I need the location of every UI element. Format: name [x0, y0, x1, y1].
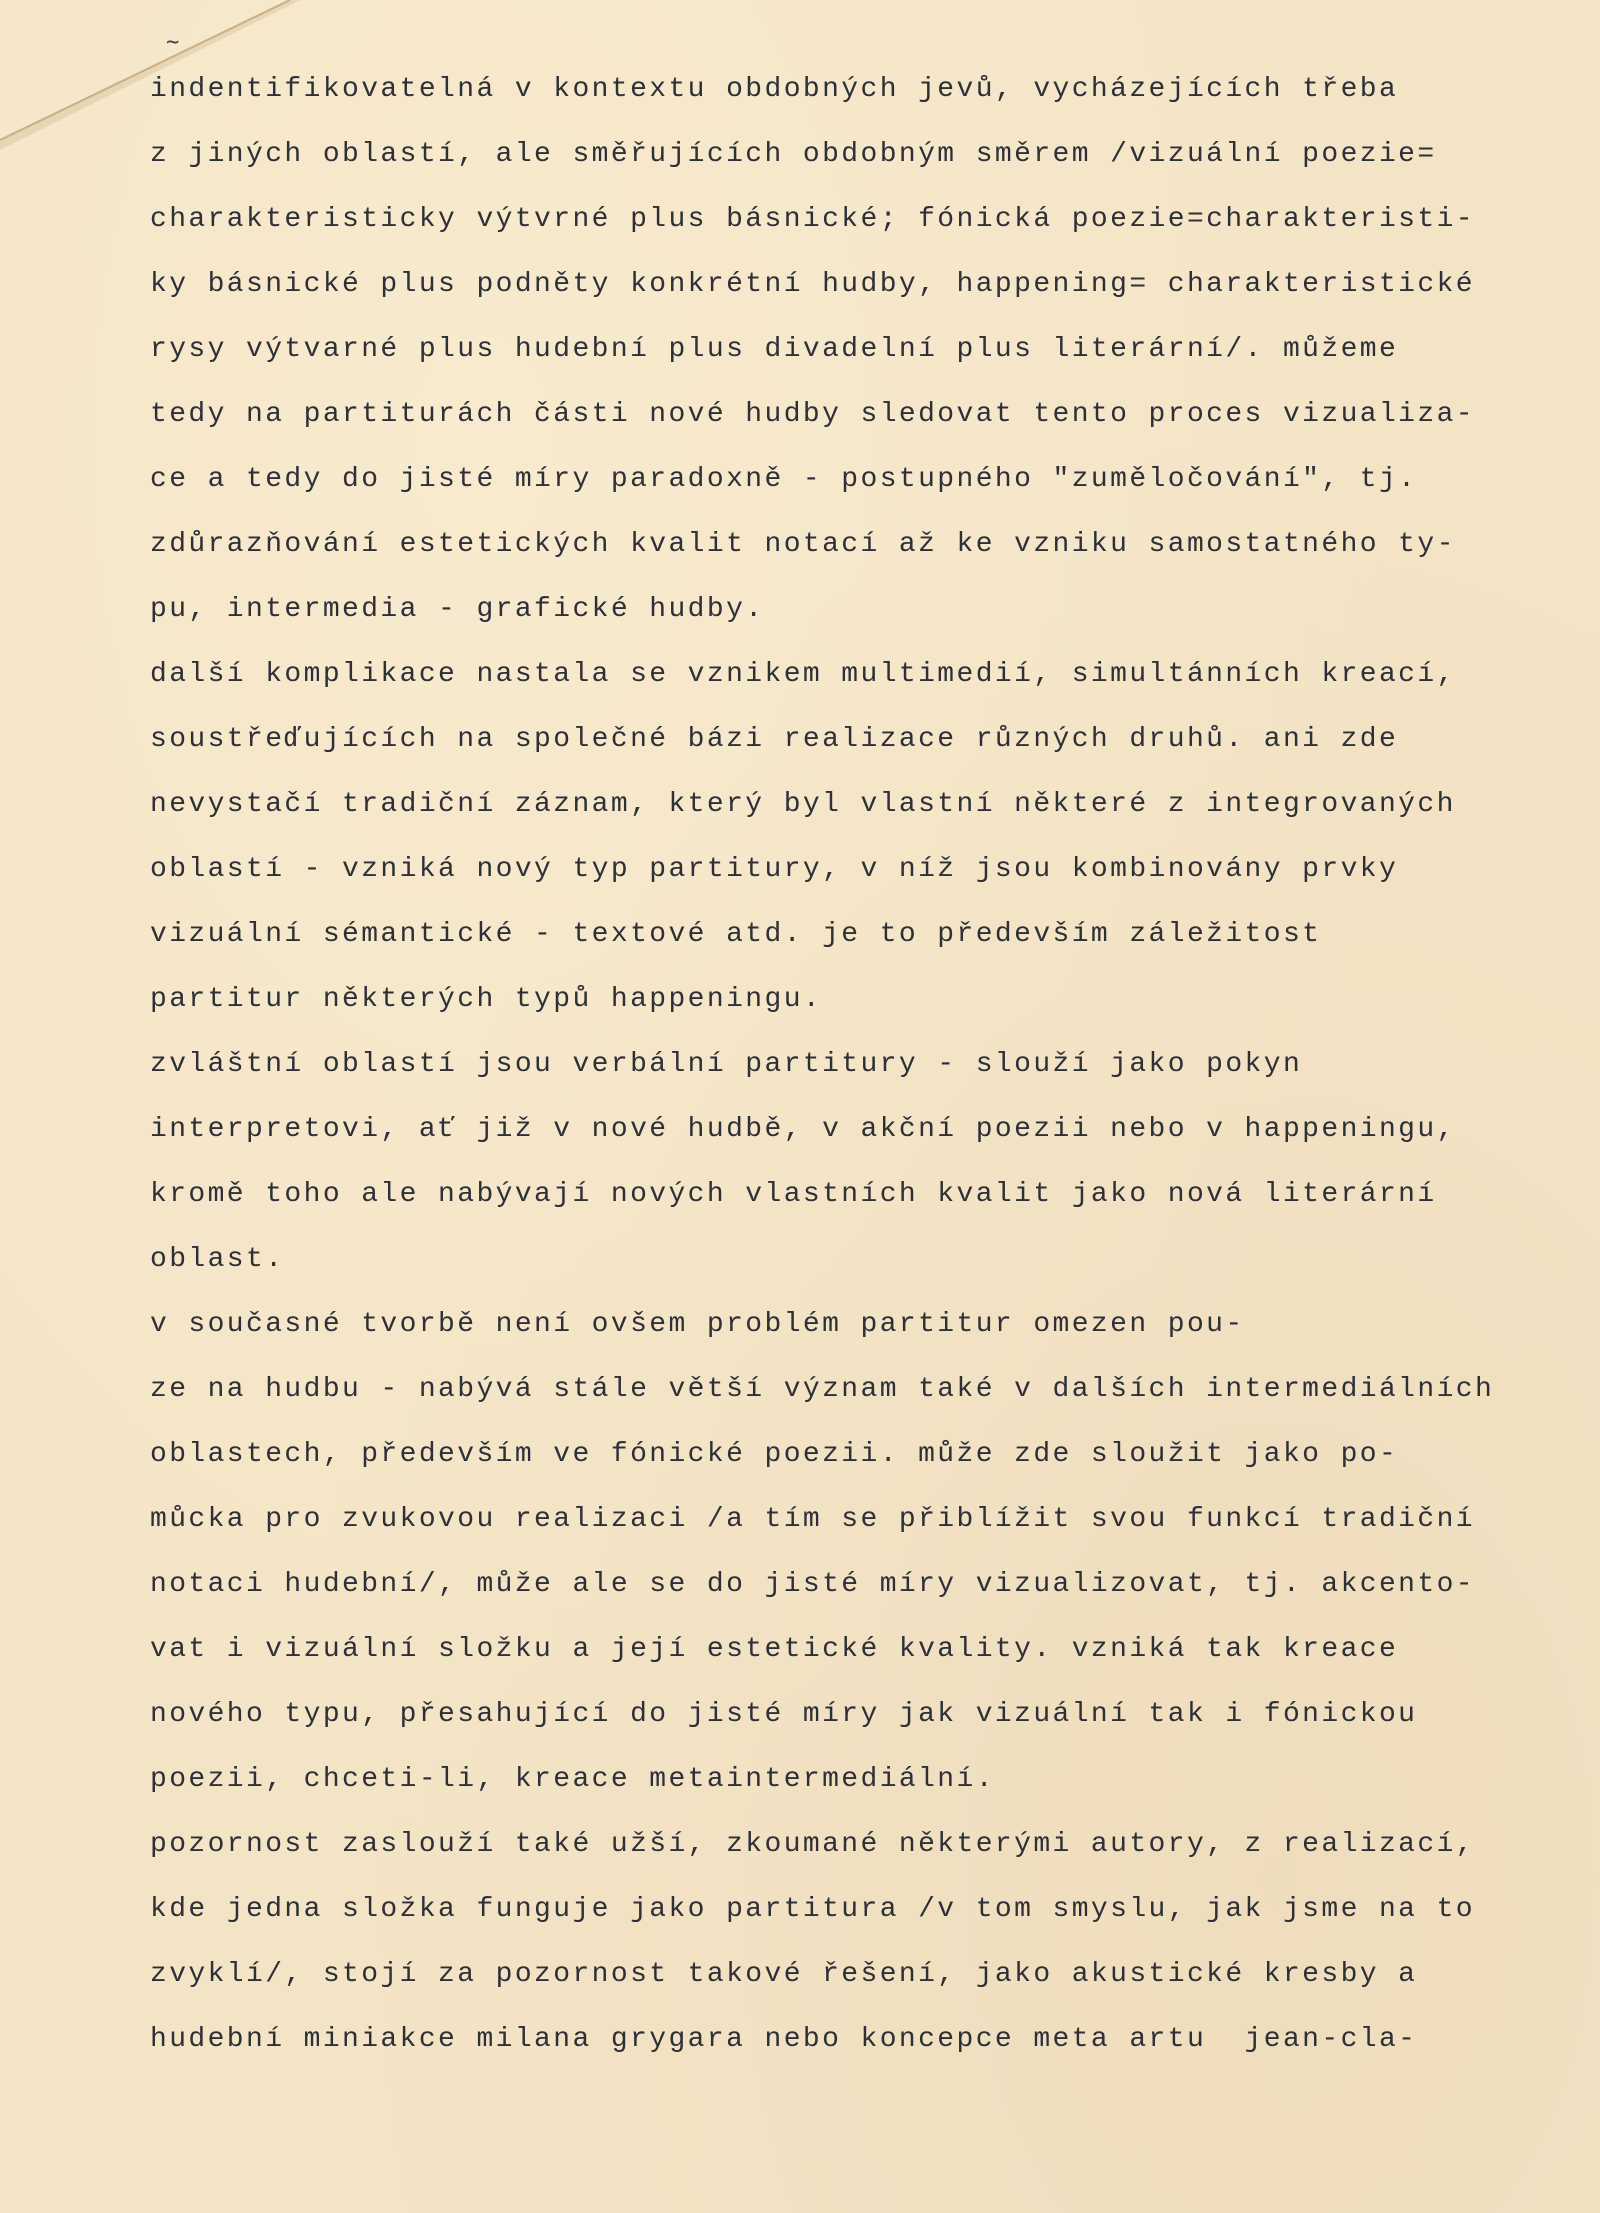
text-line-29: kde jedna složka funguje jako partitura /v tom smyslu, jak jsme na to — [150, 1894, 1475, 1925]
text-line-22: oblastech, především ve fónické poezii. může zde sloužit jako po- — [150, 1439, 1399, 1470]
text-line-25: vat i vizuální složku a její estetické kvality. vzniká tak kreace — [150, 1634, 1399, 1665]
text-line-1: indentifikovatelná v kontextu obdobných jevů, vycházejících třeba — [150, 74, 1399, 105]
text-line-5: rysy výtvarné plus hudební plus divadelní plus literární/. můžeme — [150, 334, 1399, 365]
text-line-6: tedy na partiturách části nové hudby sledovat tento proces vizualiza- — [150, 399, 1475, 430]
text-line-8: zdůrazňování estetických kvalit notací až ke vzniku samostatného ty- — [150, 529, 1456, 560]
text-line-16: zvláštní oblastí jsou verbální partitury - slouží jako pokyn — [150, 1049, 1303, 1080]
text-line-30: zvyklí/, stojí za pozornost takové řešení, jako akustické kresby a — [150, 1959, 1418, 1990]
text-line-21: ze na hudbu - nabývá stále větší význam také v dalších intermediálních — [150, 1374, 1495, 1405]
text-line-24: notaci hudební/, může ale se do jisté míry vizualizovat, tj. akcento- — [150, 1569, 1475, 1600]
text-line-9: pu, intermedia - grafické hudby. — [150, 594, 765, 625]
text-line-4: ky básnické plus podněty konkrétní hudby, happening= charakteristické — [150, 269, 1475, 300]
text-line-15: partitur některých typů happeningu. — [150, 984, 823, 1015]
text-line-28: pozornost zaslouží také užší, zkoumané některými autory, z realizací, — [150, 1829, 1475, 1860]
text-line-17: interpretovi, ať již v nové hudbě, v akční poezii nebo v happeningu, — [150, 1114, 1456, 1145]
text-line-26: nového typu, přesahující do jisté míry jak vizuální tak i fónickou — [150, 1699, 1418, 1730]
text-line-23: můcka pro zvukovou realizaci /a tím se přiblížit svou funkcí tradiční — [150, 1504, 1475, 1535]
ink-speck: ~ — [166, 30, 180, 55]
text-line-20: v současné tvorbě není ovšem problém partitur omezen pou- — [150, 1309, 1245, 1340]
text-line-7: ce a tedy do jisté míry paradoxně - postupného "zuměločování", tj. — [150, 464, 1418, 495]
text-line-31: hudební miniakce milana grygara nebo koncepce meta artu jean-cla- — [150, 2024, 1418, 2055]
text-line-3: charakteristicky výtvrné plus básnické; fónická poezie=charakteristi- — [150, 204, 1475, 235]
text-line-11: soustřeďujících na společné bázi realizace různých druhů. ani zde — [150, 724, 1399, 755]
text-line-10: další komplikace nastala se vznikem multimedií, simultánních kreací, — [150, 659, 1456, 690]
text-line-14: vizuální sémantické - textové atd. je to především záležitost — [150, 919, 1322, 950]
text-line-19: oblast. — [150, 1244, 285, 1275]
text-line-13: oblastí - vzniká nový typ partitury, v níž jsou kombinovány prvky — [150, 854, 1399, 885]
text-line-2: z jiných oblastí, ale směřujících obdobným směrem /vizuální poezie= — [150, 139, 1437, 170]
text-line-27: poezii, chceti-li, kreace metaintermediální. — [150, 1764, 995, 1795]
text-line-12: nevystačí tradiční záznam, který byl vlastní některé z integrovaných — [150, 789, 1456, 820]
text-line-18: kromě toho ale nabývají nových vlastních kvalit jako nová literární — [150, 1179, 1437, 1210]
